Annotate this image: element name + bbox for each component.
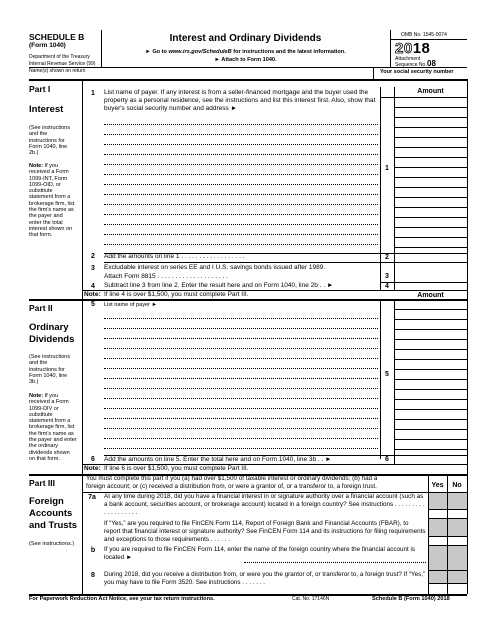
part3-title-b: Accounts xyxy=(29,508,73,519)
line5-box-number: 5 xyxy=(385,371,389,378)
part1-sidebar-note-text: If you received a Form 1099-INT, Form 1099-OID, or substitute statement from a brokerage firm, list the firm's name as the payer and enter the total interest shown on that form. xyxy=(29,163,75,239)
part1-amount-header: Amount xyxy=(417,88,444,95)
line7b-country-field[interactable] xyxy=(244,562,426,563)
footer-cat-number: Cat. No. 17146N xyxy=(292,596,330,602)
part3-sidebar-note: (See instructions.) xyxy=(29,541,75,547)
8-no-checkbox[interactable] xyxy=(448,584,467,593)
instructions-url[interactable]: www.irs.gov/ScheduleB xyxy=(168,49,232,55)
part1-sidebar-note: (See instructions and the instructions for Form 1040, line 2b.) xyxy=(29,125,70,157)
part1-title: Interest xyxy=(29,104,64,115)
7a-fbar-no-checkbox[interactable] xyxy=(448,537,467,545)
line3-box-number: 3 xyxy=(385,273,389,280)
line7b-text: If you are required to file FinCEN Form 114, enter the name of the foreign country where the financial account is located ► xyxy=(104,546,416,561)
part1-note-text: If line 4 is over $1,500, you must complete Part III. xyxy=(104,291,249,298)
sequence-number: 08 xyxy=(427,59,436,68)
shade-7a-no-top xyxy=(448,493,467,509)
part1-label: Part I xyxy=(29,84,51,94)
line2-bottom-rule xyxy=(104,262,467,263)
year-suffix: 18 xyxy=(412,40,431,57)
part2-amount-header: Amount xyxy=(417,292,444,299)
line6-box-number: 6 xyxy=(385,456,389,463)
line6-text: Add the amounts on line 5. Enter the total here and on Form 1040, line 3b . . ► xyxy=(104,456,332,463)
yes-header: Yes xyxy=(431,482,444,489)
line1-box-number: 1 xyxy=(385,165,389,172)
part2-title-b: Dividends xyxy=(29,334,75,345)
line5-number: 5 xyxy=(91,301,95,308)
tax-year xyxy=(395,40,430,57)
attach-note: ► Attach to Form 1040. xyxy=(214,57,277,63)
part2-sidebar-note: (See instructions and the instructions for Form 1040, line 3b.) xyxy=(29,354,70,386)
line3-box-left xyxy=(380,262,381,282)
line4-box-left xyxy=(380,282,381,290)
line1-number: 1 xyxy=(91,90,95,97)
line7a-followup-text: If “Yes,” are you required to file FinCEN Form 114, Report of Foreign Bank and Financial Accounts (FBAR), to report that financial interest or signature authority? See FinCEN Form 114 and its instructions for filing requirements and exceptions to those requirements . . . . . . xyxy=(104,520,426,543)
line2-box-number: 2 xyxy=(385,254,389,261)
line1-text: List name of payer. If any interest is from a seller-financed mortgage and the buyer used the property as a personal residence, see the instructions and list this interest first. Also, show that buyer's social security number and address ► xyxy=(104,89,376,112)
part3-label: Part III xyxy=(29,478,55,488)
part2-label: Part II xyxy=(29,303,53,313)
line6-amount-left xyxy=(394,455,395,464)
part1-sidebar-note-2 xyxy=(29,163,75,239)
part3-title-a: Foreign xyxy=(29,496,64,507)
schedule-label: SCHEDULE B xyxy=(29,32,85,42)
p2-box-divider xyxy=(380,299,381,459)
line4-box-number: 4 xyxy=(385,283,389,290)
ssn-label: Your social security number xyxy=(380,69,454,75)
line3-number: 3 xyxy=(91,265,95,272)
line7a-number: 7a xyxy=(88,494,96,501)
line3-text-a: Excludable interest on series EE and I U.S. savings bonds issued after 1989. xyxy=(104,264,326,271)
shade-7b-yes xyxy=(429,546,447,570)
shade-7b-no xyxy=(448,546,467,570)
header-bottom-rule xyxy=(29,67,467,68)
no-header: No xyxy=(452,482,462,489)
year-prefix: 20 xyxy=(395,40,413,57)
line6-number: 6 xyxy=(91,456,95,463)
line7b-number: b xyxy=(90,547,96,554)
dept-label: Department of the Treasury xyxy=(29,54,90,60)
shade-8-yes xyxy=(429,571,447,583)
header-divider-right xyxy=(390,30,391,67)
form-ref: (Form 1040) xyxy=(29,42,66,49)
shade-7a-follow-no xyxy=(448,519,467,536)
shade-7a-follow-yes xyxy=(429,519,447,536)
form-title: Interest and Ordinary Dividends xyxy=(169,33,322,44)
p1-box-divider xyxy=(380,87,381,272)
footer-paperwork-notice: For Paperwork Reduction Act Notice, see your tax return instructions. xyxy=(29,596,215,602)
shade-7a-yes-top xyxy=(429,493,447,509)
part1-top-rule xyxy=(29,79,467,81)
7a-fbar-yes-checkbox[interactable] xyxy=(429,537,447,545)
omb-number: OMB No. 1545-0074 xyxy=(401,32,447,38)
irs-label: Internal Revenue Service (99) xyxy=(29,61,96,67)
7a-yes-checkbox[interactable] xyxy=(429,510,447,518)
part2-note-text: If line 6 is over $1,500, you must complete Part III. xyxy=(104,465,249,472)
part2-sidebar-note-label: Note: xyxy=(29,393,44,399)
attachment-label: Attachment xyxy=(395,56,421,62)
instructions-line-1 xyxy=(101,49,390,55)
sidebar-divider xyxy=(82,79,83,475)
names-label: Name(s) shown on return xyxy=(29,68,86,74)
shade-8-no xyxy=(448,571,467,583)
p1-amount-header-rule xyxy=(380,97,467,98)
part2-title-a: Ordinary xyxy=(29,322,69,333)
footer-form-id: Schedule B (Form 1040) 2018 xyxy=(372,596,450,602)
instructions-suffix: for instructions and the latest information. xyxy=(231,49,346,55)
right-border xyxy=(467,79,468,475)
part1-sidebar-note-label: Note: xyxy=(29,163,44,169)
instructions-prefix: ► Go to xyxy=(145,49,169,55)
line8-number: 8 xyxy=(91,572,95,579)
p1-amount-left xyxy=(394,87,395,272)
7a-no-checkbox[interactable] xyxy=(448,510,467,518)
part2-note-label: Note: xyxy=(84,465,101,472)
line2-text: Add the amounts on line 1 . . . . . . . . . . . . . . . . . . xyxy=(104,253,245,260)
part3-intro-b: foreign account; or (c) received a distribution from, or were a grantor of, or a transferor to, a foreign trust. xyxy=(86,483,377,490)
line5-text: List name of payer ► xyxy=(104,302,158,308)
line3-text-b: Attach Form 8815 . . . . . . . . . . . . . . . . . . . . xyxy=(104,273,228,280)
part3-right-border xyxy=(467,474,468,594)
sequence-label: Sequence No. xyxy=(395,62,427,68)
part1-note-label: Note: xyxy=(84,291,101,298)
line3-amount-left xyxy=(394,262,395,290)
part3-title-c: and Trusts xyxy=(29,520,78,531)
line8-text: During 2018, did you receive a distribution from, or were you the grantor of, or transferor to, a foreign trust? If “Yes,” you may have to file Form 3520. See instructions . . . . . . . xyxy=(104,571,426,586)
line2-number: 2 xyxy=(91,253,95,260)
line4-number: 4 xyxy=(91,283,95,290)
ssn-divider xyxy=(373,67,374,79)
part3-intro-a: You must complete this part if you (a) had over $1,500 of taxable interest or ordinary dividends; (b) had a xyxy=(86,475,378,482)
line7a-text: At any time during 2018, did you have a financial interest in or signature authority over a financial account (such as a bank account, securities account, or brokerage account) located in a foreign country? See instructions . . . . . . . . . . . . . . . . . . . xyxy=(104,493,425,516)
part2-sidebar-note-text: If you received a Form 1099-DIV or substitute statement from a brokerage firm, list the firm's name as the payer and enter the ordinary dividends shown on that form. xyxy=(29,393,77,462)
line4-text: Subtract line 3 from line 2. Enter the result here and on Form 1040, line 2b . . ► xyxy=(104,282,334,289)
8-yes-checkbox[interactable] xyxy=(429,584,447,593)
part2-sidebar-note-2 xyxy=(29,393,77,462)
